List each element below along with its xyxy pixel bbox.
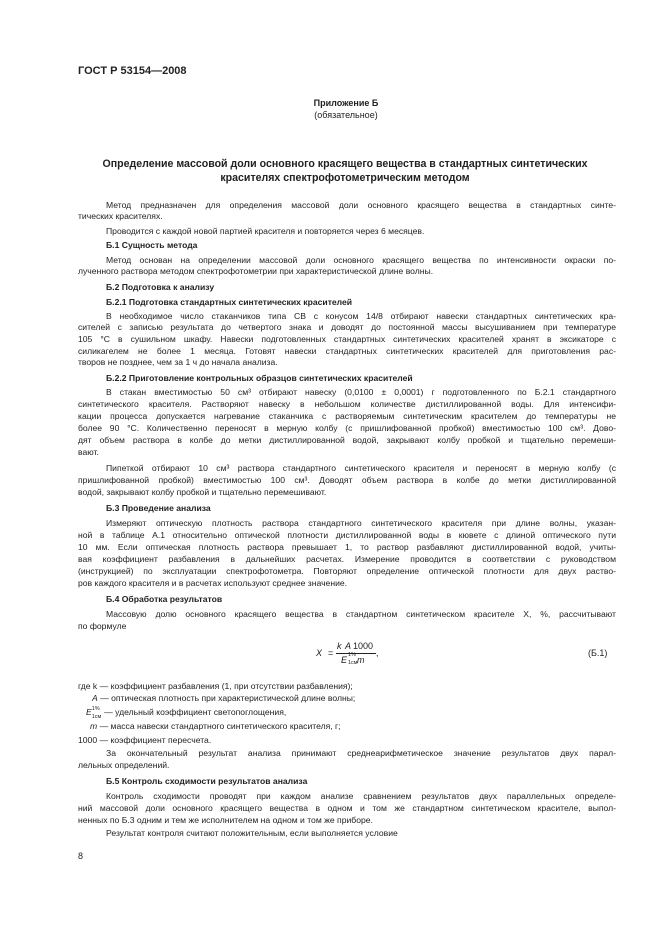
body-line: Метод основан на определении массовой доли основного красящего вещества по интенсивности окраски по- — [106, 255, 616, 265]
section-title-line1: Определение массовой доли основного красящего вещества в стандартных синтетических — [102, 158, 588, 170]
formula-m: m — [357, 655, 365, 665]
body-line: Результат контроля считают положительным, если выполняется условие — [106, 828, 398, 838]
formula-e-sup: 1% — [348, 652, 356, 658]
body-line: тических красителях. — [78, 211, 163, 221]
where-e — [86, 707, 286, 718]
body-line: Измеряют оптическую плотность раствора стандартного синтетического красителя при длине волны, указан- — [106, 518, 616, 528]
where-symbol: A — [92, 693, 98, 703]
appendix-note: (обязательное) — [314, 110, 378, 120]
body-line: лельных определений. — [78, 760, 170, 770]
body-line: За окончательный результат анализа принимают среднеарифметическое значение результатов двух парал- — [106, 748, 616, 758]
body-line: Метод предназначен для определения массовой доли основного красящего вещества в стандартных синте- — [106, 200, 616, 210]
where-m — [90, 721, 341, 732]
where-text: — оптическая плотность при характеристической длине волны; — [100, 693, 356, 703]
where-1000 — [78, 735, 211, 746]
body-line: ров каждого красителя и в расчетах используют среднее значение. — [78, 578, 348, 588]
body-line: синтетического красителя. Растворяют навеску в небольшом количестве дистиллированной воды. Для интенсифи- — [78, 399, 616, 409]
section-heading-b2-1: Б.2.1 Подготовка стандартных синтетических красителей — [106, 297, 353, 307]
where-e-sub: 1см — [91, 714, 102, 720]
body-line: 105 °С в сушильном шкафу. Навески подготовленных стандартных синтетических красителей хранят в эксикаторе с — [78, 334, 616, 344]
fraction-bar — [336, 653, 376, 654]
document-code: ГОСТ Р 53154—2008 — [78, 65, 187, 77]
section-heading-b3: Б.3 Проведение анализа — [106, 503, 211, 513]
where-symbol: 1000 — [78, 735, 98, 745]
body-line: В необходимое число стаканчиков типа СВ с конусом 14/8 отбирают навески стандартных синтетических кра- — [106, 311, 616, 321]
appendix-title: Приложение Б — [313, 98, 379, 108]
where-text: — масса навески стандартного синтетического красителя, г; — [99, 721, 341, 731]
formula-comma: , — [376, 648, 379, 658]
where-text: — коэффициент разбавления (1, при отсутствии разбавления); — [99, 681, 353, 691]
body-line: ненных по Б.3 одним и тем же исполнителем на одном и том же приборе. — [78, 815, 373, 825]
formula-lhs: X — [316, 648, 323, 658]
formula-1000: 1000 — [353, 641, 374, 651]
body-line: вают. — [78, 447, 99, 457]
body-line: пришлифованной пробкой) вместимостью 100 см³. Доводят объем раствора в колбе до метки дистиллированной — [78, 475, 616, 485]
section-heading-b2: Б.2 Подготовка к анализу — [106, 282, 215, 292]
body-line: Пипеткой отбирают 10 см³ раствора стандартного синтетического красителя и переносят в мерную колбу (с — [106, 463, 616, 473]
section-heading-b4: Б.4 Обработка результатов — [106, 594, 223, 604]
section-heading-b2-2: Б.2.2 Приготовление контрольных образцов синтетических красителей — [106, 373, 413, 383]
section-heading-b1: Б.1 Сущность метода — [106, 240, 198, 250]
section-title-line2: красителях спектрофотометрическим методом — [220, 172, 470, 184]
formula-number: (Б.1) — [588, 648, 608, 658]
body-line: по формуле — [78, 621, 127, 631]
where-e-indices — [91, 706, 102, 720]
body-line: (инструкцией) по эксплуатации спектрофотометра. Повторяют определение оптической плотности для двух раство- — [78, 566, 616, 576]
formula-equals: = — [328, 648, 334, 658]
body-line: кации процесса допускается нагревание стаканчика с растворяемым синтетическим красителем до температуры не — [78, 411, 616, 421]
where-symbol: где k — [78, 681, 98, 691]
where-symbol: E — [86, 707, 92, 717]
body-line: более 90 °С. Количественно переносят в мерную колбу (с пришлифованной пробкой) вместимостью 100 см³. Дово- — [78, 423, 616, 433]
body-line: творов не позднее, чем за 1 ч до начала анализа. — [78, 357, 278, 367]
where-symbol: m — [90, 721, 98, 731]
body-line: сителей с записью результата до четвертого знака и доводят до постоянной массы высушиванием при температуре — [78, 322, 616, 332]
body-line: дят объем раствора в колбе до метки дистиллированной водой, закрывают колбу пробкой и тщательно перемеши- — [78, 435, 616, 445]
where-text: — удельный коэффициент светопоглощения, — [104, 707, 287, 717]
body-line: ний массовой доли основного красящего вещества в одном и том же стандартном синтетическом красителе, выпол- — [78, 803, 616, 813]
page-number: 8 — [78, 851, 84, 861]
body-line: силикагелем не более 1 месяца. Готовят навески стандартных синтетических красителей для приготовления рас- — [78, 346, 616, 356]
section-heading-b5: Б.5 Контроль сходимости результатов анализа — [106, 776, 308, 786]
body-line: Контроль сходимости проводят при каждом анализе сравнением результатов двух параллельных определе- — [106, 791, 616, 801]
formula-e: E — [341, 655, 348, 665]
where-a — [92, 693, 355, 704]
body-line: ной в таблице А.1 относительно оптической плотности дистиллированной воды в кювете с длиной оптического пути — [78, 530, 616, 540]
formula-a: A — [345, 641, 352, 651]
body-line: вая коэффициент разбавления в дальнейших расчетах. Измерение проводится в соответствии с руководством — [78, 554, 616, 564]
formula-e-sub: 1см — [348, 660, 358, 666]
body-line: Массовую долю основного красящего вещества в стандартном синтетическом красителе X, %, рассчитывают — [106, 609, 616, 619]
where-e-sup: 1% — [91, 706, 100, 712]
body-line: 10 мм. Если оптическая плотность раствора превышает 1, то раствор разбавляют дистиллированной водой, учиты- — [78, 542, 616, 552]
body-line: Проводится с каждой новой партией красителя и повторяется через 6 месяцев. — [106, 226, 425, 236]
body-line: водой, закрывают колбу пробкой и тщательно перемешивают. — [78, 487, 327, 497]
where-text: — коэффициент пересчета. — [99, 735, 212, 745]
body-line: В стакан вместимостью 50 см³ отбирают навеску (0,0100 ± 0,0001) г подготовленного по Б.2.1 стандартного — [106, 387, 616, 397]
formula-k: k — [337, 641, 342, 651]
where-k — [78, 681, 353, 692]
body-line: лученного раствора методом спектрофотометрии при характеристической длине волны. — [78, 266, 434, 276]
